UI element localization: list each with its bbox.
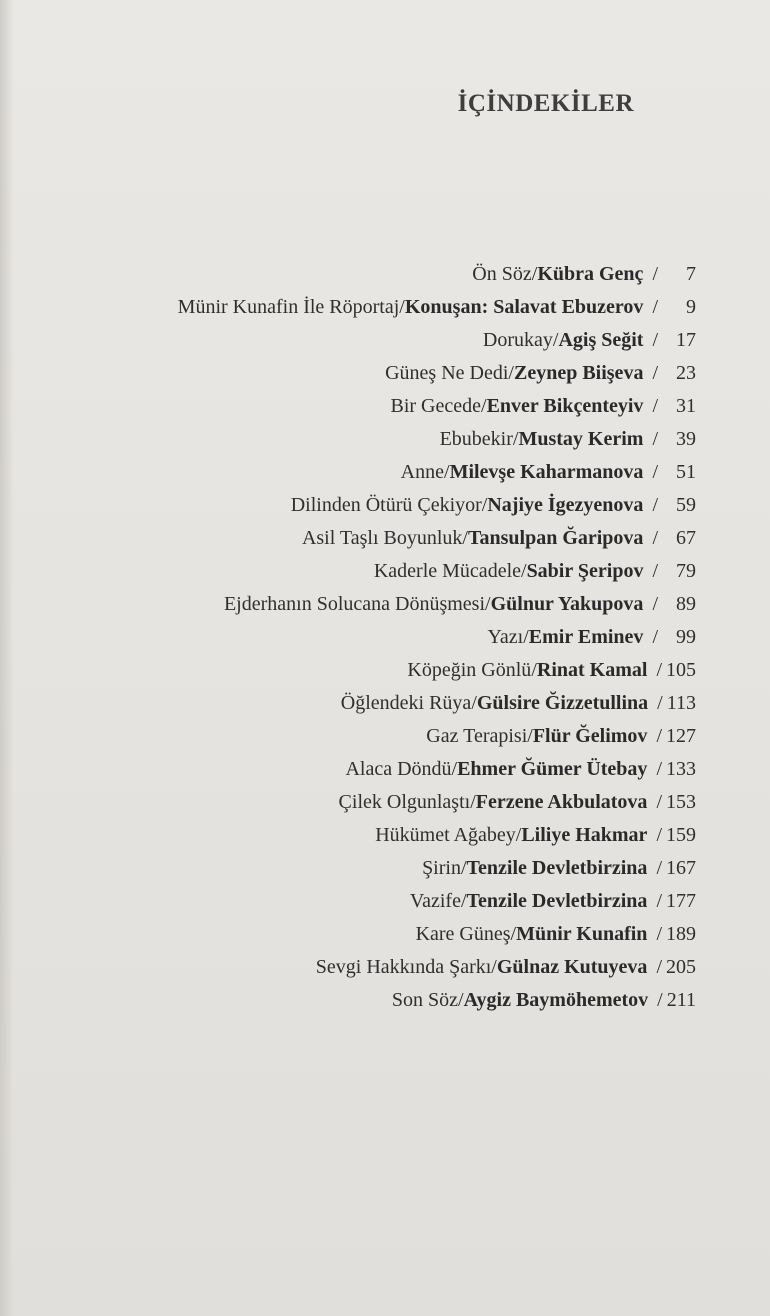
toc-entry-page-number: 153 <box>666 791 696 813</box>
toc-entry-separator: / <box>444 461 450 483</box>
toc-entry-page-number: 79 <box>676 560 696 582</box>
toc-entry <box>76 951 696 984</box>
toc-entry-separator: / <box>460 857 467 879</box>
toc-entry-author: Tenzile Devletbirzina <box>466 890 648 912</box>
toc-entry-author: Kübra Genç <box>537 263 644 285</box>
toc-entry <box>76 390 696 423</box>
toc-entry-page-number: 23 <box>676 362 696 384</box>
toc-entry <box>76 621 696 654</box>
toc-entry <box>76 522 696 555</box>
toc-entry-page-number: 17 <box>676 329 696 351</box>
toc-entry <box>76 687 696 720</box>
toc-entry-author: Milevşe Kaharmanova <box>449 461 644 483</box>
toc-entry-title: Anne <box>400 461 444 483</box>
toc-entry <box>76 588 696 621</box>
toc-entry-page-number: 205 <box>666 956 696 978</box>
toc-entry-author: Zeynep Biişeva <box>513 362 644 384</box>
toc-entry-page-separator: / <box>652 428 658 450</box>
toc-entry-separator: / <box>485 593 491 615</box>
toc-entry-title: Güneş Ne Dedi <box>385 362 509 384</box>
toc-entry <box>76 258 696 291</box>
toc-entry <box>76 456 696 489</box>
toc-entry-page-number: 167 <box>666 857 696 879</box>
toc-entry-author: Flür Ğelimov <box>532 725 648 747</box>
toc-entry-page-separator: / <box>652 527 658 549</box>
toc-entry-page-number: 67 <box>676 527 696 549</box>
toc-entry-author: Rinat Kamal <box>536 659 648 681</box>
toc-entry-author: Enver Bikçenteyiv <box>486 395 644 417</box>
toc-entry <box>76 984 696 1017</box>
toc-entry-title: Köpeğin Gönlü <box>407 659 532 681</box>
toc-entry-separator: / <box>531 263 538 285</box>
toc-entry-separator: / <box>531 659 537 681</box>
toc-entry-title: Hükümet Ağabey <box>375 824 516 846</box>
toc-entry <box>76 819 696 852</box>
toc-entry-separator: / <box>470 791 476 813</box>
toc-entry-page-number: 31 <box>676 395 696 417</box>
toc-entry-title: Çilek Olgunlaştı <box>338 791 471 813</box>
toc-entry-separator: / <box>512 428 519 450</box>
toc-entry-title: Gaz Terapisi <box>426 725 528 747</box>
toc-entry-author: Ehmer Ğümer Ütebay <box>457 758 648 780</box>
toc-entry-page-separator: / <box>652 395 658 417</box>
toc-entry-author: Gülsire Ğizzetullina <box>476 692 649 714</box>
toc-entry-separator: / <box>462 527 468 549</box>
toc-entry-page-separator: / <box>652 626 658 648</box>
toc-entry-author: Aygiz Baymöhemetov <box>463 989 649 1011</box>
toc-entry-title: Ejderhanın Solucana Dönüşmesi <box>223 593 486 615</box>
toc-entry-title: Öğlendeki Rüya <box>340 692 472 714</box>
toc-entry-page-number: 159 <box>666 824 696 846</box>
toc-entry-separator: / <box>491 956 497 978</box>
toc-entry-separator: / <box>481 395 487 417</box>
toc-entry-title: Münir Kunafin İle Röportaj <box>177 296 400 318</box>
toc-entry-page-separator: / <box>652 593 658 615</box>
toc-entry-page-number: 133 <box>666 758 696 780</box>
toc-entry-separator: / <box>481 494 488 516</box>
toc-entry-page-separator: / <box>652 296 658 318</box>
toc-entry-separator: / <box>458 989 464 1011</box>
toc-entry-separator: / <box>471 692 477 714</box>
toc-entry-author: Gülnur Yakupova <box>490 593 644 615</box>
toc-entry-separator: / <box>508 362 514 384</box>
toc-entry-title: Yazı <box>487 626 524 648</box>
toc-entry-title: Kaderle Mücadele <box>373 560 521 582</box>
toc-entry <box>76 753 696 786</box>
toc-entry-author: Mustay Kerim <box>518 428 644 450</box>
toc-entry-title: Bir Gecede <box>390 395 482 417</box>
toc-entry-page-separator: / <box>656 824 662 846</box>
toc-entry-page-separator: / <box>656 956 662 978</box>
toc-entry-title: Ebubekir <box>439 428 513 450</box>
toc-entry-page-separator: / <box>656 659 662 681</box>
toc-entry-page-number: 39 <box>676 428 696 450</box>
toc-entry-author: Tenzile Devletbirzina <box>466 857 648 879</box>
toc-entry-page-separator: / <box>656 725 662 747</box>
toc-entry-page-separator: / <box>656 923 662 945</box>
toc-entry-title: Son Söz <box>391 989 459 1011</box>
toc-entry-page-number: 105 <box>666 659 696 681</box>
toc-entry-author: Sabir Şeripov <box>526 560 644 582</box>
toc-entry-author: Emir Eminev <box>528 626 644 648</box>
toc-entry <box>76 489 696 522</box>
toc-entry-title: Dorukay <box>482 329 553 351</box>
toc-entry-title: Kare Güneş <box>415 923 511 945</box>
toc-entry <box>76 324 696 357</box>
toc-entry <box>76 291 696 324</box>
toc-entry <box>76 423 696 456</box>
toc-entry-page-number: 127 <box>666 725 696 747</box>
toc-entry-page-number: 89 <box>676 593 696 615</box>
toc-entry <box>76 885 696 918</box>
toc-entry <box>76 786 696 819</box>
toc-entry-page-number: 7 <box>686 263 696 285</box>
toc-entry-separator: / <box>399 296 405 318</box>
toc-entry <box>76 852 696 885</box>
toc-entry-page-separator: / <box>656 758 662 780</box>
toc-entry <box>76 555 696 588</box>
toc-entry-page-separator: / <box>652 329 658 351</box>
toc-entry-title: Alaca Döndü <box>345 758 452 780</box>
toc-entry-separator: / <box>460 890 467 912</box>
toc-entry-page-separator: / <box>652 461 658 483</box>
toc-entry-page-number: 59 <box>676 494 696 516</box>
toc-entry-page-separator: / <box>652 362 658 384</box>
toc-entry-page-separator: / <box>657 989 663 1011</box>
toc-entry-title: Asil Taşlı Boyunluk <box>301 527 463 549</box>
toc-entry-title: Sevgi Hakkında Şarkı <box>315 956 492 978</box>
toc-entry-separator: / <box>451 758 458 780</box>
toc-entry-page-separator: / <box>656 791 662 813</box>
toc-entry-title: Vazife <box>409 890 461 912</box>
toc-entry-page-separator: / <box>652 263 658 285</box>
toc-entry-author: Münir Kunafin <box>516 923 648 945</box>
toc-entry-page-separator: / <box>652 560 658 582</box>
toc-entry-title: Ön Söz <box>472 263 532 285</box>
toc-entry-separator: / <box>521 560 527 582</box>
toc-entry-page-number: 189 <box>666 923 696 945</box>
toc-entry-page-separator: / <box>656 857 662 879</box>
toc-entry-title: Şirin <box>422 857 461 879</box>
toc-entry <box>76 357 696 390</box>
toc-entry-page-separator: / <box>656 890 662 912</box>
toc-entry-page-number: 177 <box>666 890 696 912</box>
table-of-contents <box>76 258 696 1017</box>
toc-entry-page-number: 211 <box>666 989 696 1011</box>
toc-entry-author: Liliye Hakmar <box>521 824 648 846</box>
toc-entry-separator: / <box>510 923 517 945</box>
toc-entry-page-separator: / <box>657 692 663 714</box>
toc-entry-author: Najiye İgezyenova <box>487 494 644 516</box>
page-title: İÇİNDEKİLER <box>457 90 634 117</box>
toc-entry <box>76 720 696 753</box>
toc-entry <box>76 654 696 687</box>
toc-entry-page-number: 51 <box>676 461 696 483</box>
toc-entry-separator: / <box>527 725 533 747</box>
toc-entry-separator: / <box>523 626 529 648</box>
toc-entry <box>76 918 696 951</box>
toc-entry-author: Ferzene Akbulatova <box>475 791 648 813</box>
toc-entry-page-number: 9 <box>686 296 696 318</box>
toc-entry-page-number: 99 <box>676 626 696 648</box>
toc-entry-title: Dilinden Ötürü Çekiyor <box>290 494 482 516</box>
toc-entry-separator: / <box>552 329 559 351</box>
toc-entry-author: Gülnaz Kutuyeva <box>496 956 648 978</box>
toc-entry-author: Konuşan: Salavat Ebuzerov <box>404 296 644 318</box>
toc-entry-author: Tansulpan Ğaripova <box>467 527 644 549</box>
toc-entry-author: Agiş Seğit <box>558 329 644 351</box>
toc-entry-page-number: 113 <box>666 692 696 714</box>
toc-entry-separator: / <box>515 824 522 846</box>
toc-entry-page-separator: / <box>652 494 658 516</box>
